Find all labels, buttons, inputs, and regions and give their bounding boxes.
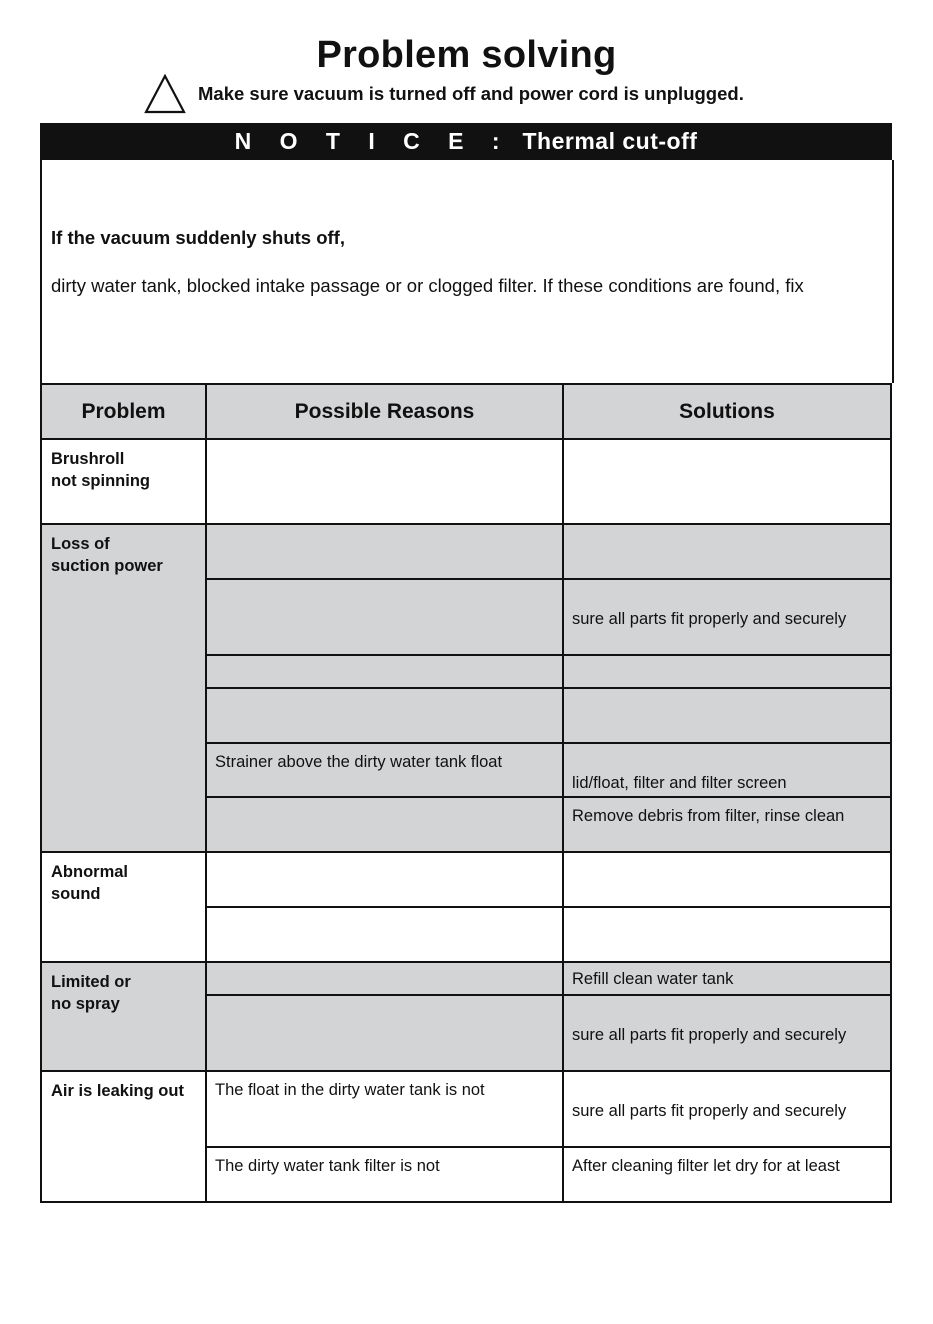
reason-cell <box>207 440 564 525</box>
problem-brushroll: Brushroll not spinning <box>40 440 207 525</box>
solution-cell: sure all parts fit properly and securely <box>564 580 892 656</box>
problem-table <box>40 383 892 1203</box>
solution-cell <box>564 656 892 689</box>
page-title: Problem solving <box>316 34 617 76</box>
reason-cell: The dirty water tank filter is not <box>207 1148 564 1203</box>
solution-cell: sure all parts fit properly and securely <box>564 1072 892 1148</box>
solution-cell <box>564 689 892 744</box>
reason-cell <box>207 798 564 853</box>
problem-air: Air is leaking out <box>40 1072 207 1203</box>
header-problem: Problem <box>40 383 207 440</box>
reason-cell: Strainer above the dirty water tank float <box>207 744 564 798</box>
reason-cell: The float in the dirty water tank is not <box>207 1072 564 1148</box>
solution-cell: Refill clean water tank <box>564 963 892 996</box>
reason-cell <box>207 908 564 963</box>
header-solutions: Solutions <box>564 383 892 440</box>
reason-cell <box>207 656 564 689</box>
solution-cell: sure all parts fit properly and securely <box>564 996 892 1072</box>
warning-triangle-icon <box>144 74 186 114</box>
solution-cell <box>564 853 892 908</box>
notice-label: N O T I C E : <box>234 128 511 154</box>
problem-suction: Loss of suction power <box>40 525 207 853</box>
notice-box <box>40 160 894 383</box>
notice-text-line: dirty water tank, blocked intake passage or or clogged filter. If these conditions are found, fix <box>51 275 804 296</box>
reason-cell <box>207 689 564 744</box>
solution-cell <box>564 908 892 963</box>
header-reasons: Possible Reasons <box>207 383 564 440</box>
solution-cell <box>564 440 892 525</box>
notice-bar <box>40 123 892 160</box>
reason-cell <box>207 525 564 580</box>
solution-cell: After cleaning filter let dry for at least <box>564 1148 892 1203</box>
reason-cell <box>207 996 564 1072</box>
solution-cell: lid/float, filter and filter screen <box>564 744 892 798</box>
notice-title: Thermal cut-off <box>522 128 698 154</box>
reason-cell <box>207 580 564 656</box>
solution-cell: Remove debris from filter, rinse clean <box>564 798 892 853</box>
notice-bold-line: If the vacuum suddenly shuts off, <box>51 227 345 248</box>
problem-sound: Abnormal sound <box>40 853 207 963</box>
warning-text: Make sure vacuum is turned off and power cord is unplugged. <box>198 83 744 104</box>
reason-cell <box>207 853 564 908</box>
warning-row <box>144 74 744 114</box>
reason-cell <box>207 963 564 996</box>
solution-cell <box>564 525 892 580</box>
problem-spray: Limited or no spray <box>40 963 207 1072</box>
